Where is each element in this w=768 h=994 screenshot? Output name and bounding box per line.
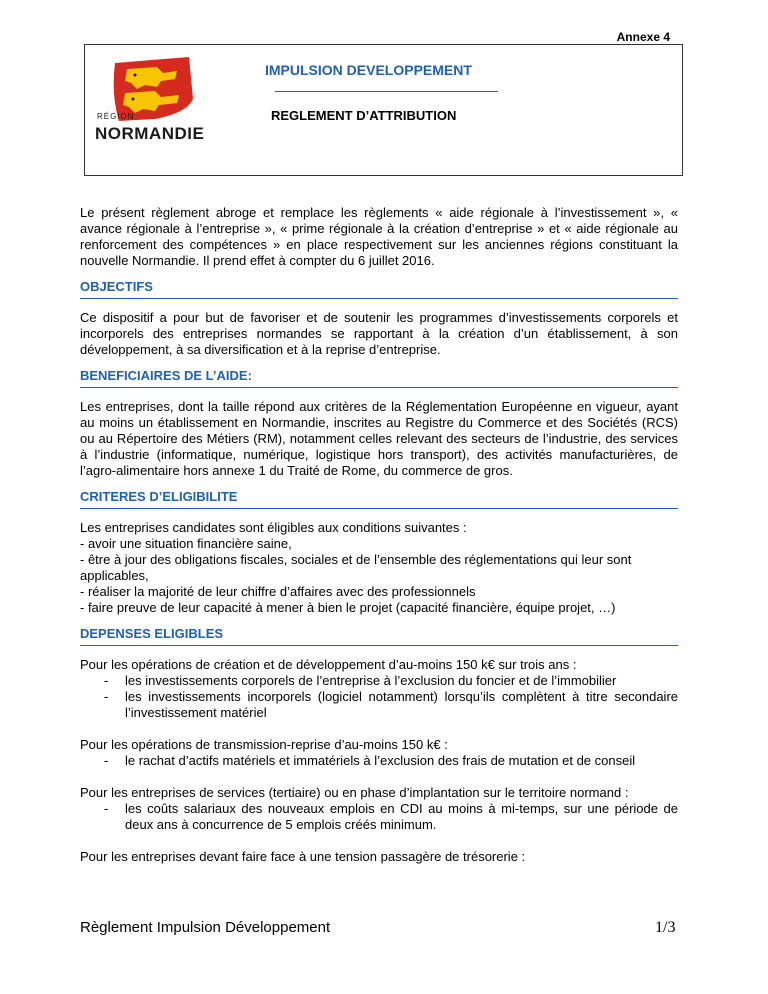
section-body-beneficiaires: Les entreprises, dont la taille répond aux critères de la Réglementation Européenne en vigueur, ayant au moins un établissement en Normandie, inscrites au Registre du Commerce et des Sociétés (RCS) ou au Répertoire des Métiers (RM), notamment celles relevant des secteurs de l’industrie, des services à l’industrie (informatique, numérique, logistique hors transport), des activités manufacturières, de l’agro-alimentaire hors annexe 1 du Traité de Rome, du commerce de gros. bbox=[80, 399, 678, 478]
list-item: - le rachat d’actifs matériels et immatériels à l’exclusion des frais de mutation et de conseil bbox=[104, 753, 636, 768]
annexe-label: Annexe 4 bbox=[616, 30, 670, 44]
criteres-line: - faire preuve de leur capacité à mener à bien le projet (capacité financière, équipe projet, …) bbox=[80, 600, 616, 615]
footer-title: Règlement Impulsion Développement bbox=[80, 919, 331, 936]
section-title-depenses: DEPENSES ELIGIBLES bbox=[80, 626, 678, 646]
logo-region-text: RÉGION bbox=[97, 112, 135, 121]
document-title: IMPULSION DEVELOPPEMENT bbox=[265, 62, 472, 78]
section-body-depenses bbox=[80, 657, 678, 865]
document-body bbox=[80, 205, 678, 865]
page-number: 1/3 bbox=[655, 919, 676, 936]
criteres-line: Les entreprises candidates sont éligibles aux conditions suivantes : bbox=[80, 520, 467, 535]
depenses-group1-list bbox=[80, 673, 678, 721]
section-body-objectifs: Ce dispositif a pour but de favoriser et de soutenir les programmes d’investissements corporels et incorporels des entreprises normandes se rapportant à la création d’un établissement, à son développement, à sa diversification et à la reprise d’entreprise. bbox=[80, 310, 678, 357]
section-title-criteres: CRITERES D’ELIGIBILITE bbox=[80, 489, 678, 509]
depenses-group2-intro: Pour les opérations de transmission-reprise d’au-moins 150 k€ : bbox=[80, 737, 448, 752]
depenses-group3-intro: Pour les entreprises de services (tertiaire) ou en phase d’implantation sur le territoire normand : bbox=[80, 785, 629, 800]
section-title-beneficiaires: BENEFICIAIRES DE L’AIDE: bbox=[80, 368, 678, 388]
document-subtitle: REGLEMENT D’ATTRIBUTION bbox=[271, 108, 457, 123]
depenses-group4-intro: Pour les entreprises devant faire face à une tension passagère de trésorerie : bbox=[80, 849, 526, 864]
logo-name-text: NORMANDIE bbox=[95, 124, 205, 143]
header-box bbox=[84, 44, 683, 176]
list-item: - les coûts salariaux des nouveaux emplois en CDI au moins à mi-temps, sur une période de deux ans à concurrence de 5 emplois créés minimum. bbox=[104, 801, 678, 832]
criteres-line: - réaliser la majorité de leur chiffre d’affaires avec des professionnels bbox=[80, 584, 476, 599]
list-item: - les investissements corporels de l’entreprise à l’exclusion du foncier et de l’immobilier bbox=[104, 673, 617, 688]
section-title-objectifs: OBJECTIFS bbox=[80, 279, 678, 299]
region-normandie-logo bbox=[97, 55, 217, 165]
depenses-group1-intro: Pour les opérations de création et de développement d’au-moins 150 k€ sur trois ans : bbox=[80, 657, 577, 672]
criteres-line: - être à jour des obligations fiscales, sociales et de l’ensemble des réglementations qui leur sont applicables, bbox=[80, 552, 632, 583]
list-item: - les investissements incorporels (logiciel notamment) lorsqu’ils complètent à titre secondaire l’investissement matériel bbox=[104, 689, 678, 720]
intro-paragraph: Le présent règlement abroge et remplace les règlements « aide régionale à l’investissement », « avance régionale à l’entreprise », « prime régionale à la création d’entreprise » et « aide régionale au renforcement des compétences » en place respectivement sur les anciennes régions constituant la nouvelle Normandie. Il prend effet à compter du 6 juillet 2016. bbox=[80, 205, 678, 268]
criteres-line: - avoir une situation financière saine, bbox=[80, 536, 292, 551]
depenses-group3-list bbox=[80, 801, 678, 833]
section-body-criteres bbox=[80, 520, 678, 616]
title-divider bbox=[275, 91, 498, 92]
depenses-group2-list bbox=[80, 753, 678, 769]
